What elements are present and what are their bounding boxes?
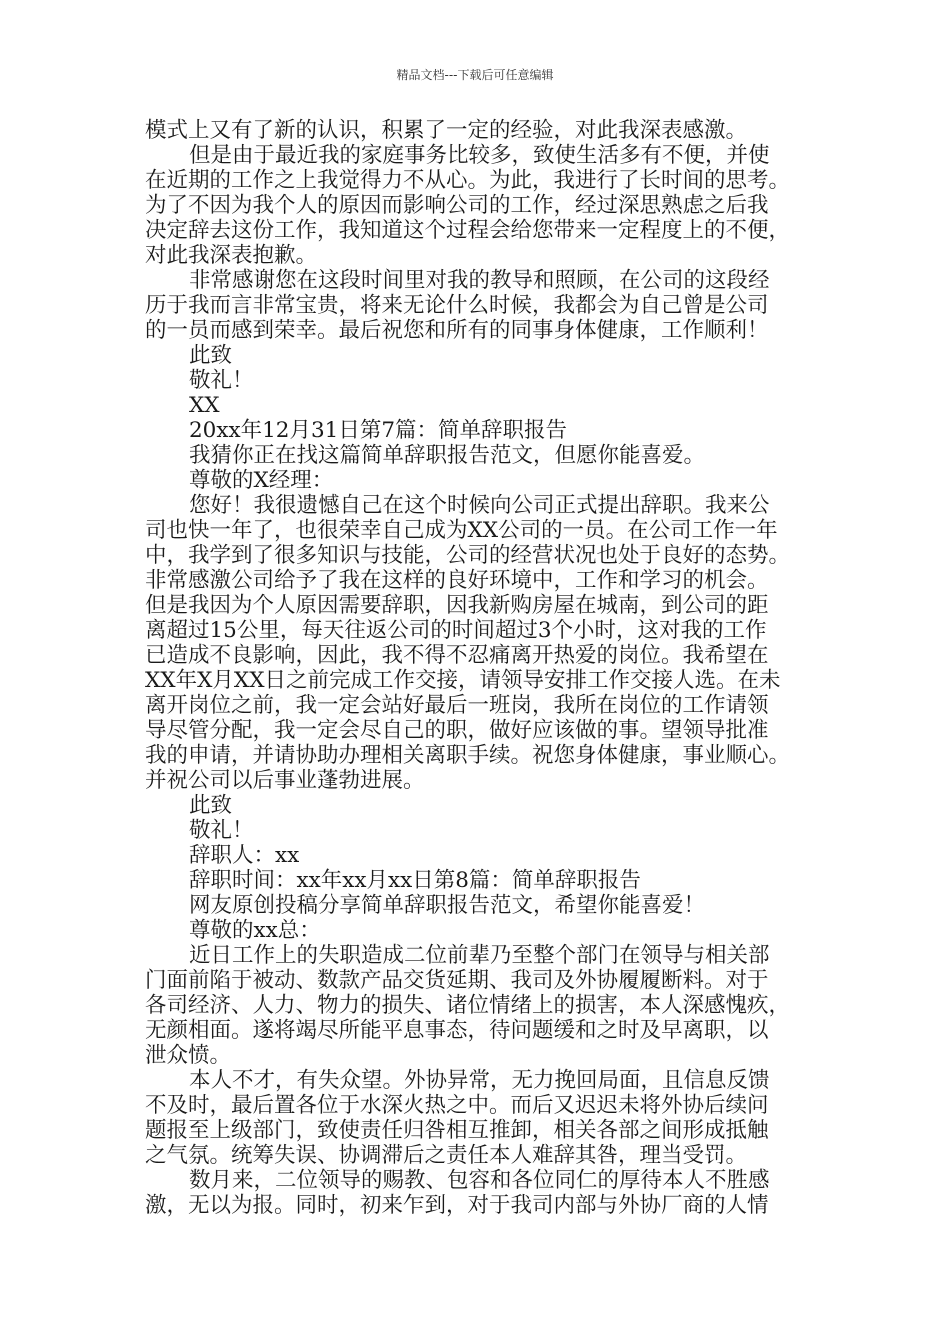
text-line: 非常感激公司给予了我在这样的良好环境中，工作和学习的机会。 bbox=[145, 568, 769, 593]
text-line: 激，无以为报。同时，初来乍到，对于我司内部与外协厂商的人情 bbox=[145, 1193, 769, 1218]
text-line: 辞职时间：xx年xx月xx日第8篇：简单辞职报告 bbox=[189, 868, 641, 893]
text-line: 各司经济、人力、物力的损失、诸位情绪上的损害，本人深感愧疚， bbox=[145, 993, 791, 1018]
text-line: 导尽管分配，我一定会尽自己的职，做好应该做的事。望领导批准 bbox=[145, 718, 769, 743]
text-line: 此致 bbox=[189, 793, 233, 818]
text-line: 门面前陷于被动、数款产品交货延期、我司及外协履履断料。对于 bbox=[145, 968, 769, 993]
text-line: 我的申请，并请协助办理相关离职手续。祝您身体健康，事业顺心。 bbox=[145, 743, 791, 768]
text-line: 辞职人：xx bbox=[189, 843, 300, 868]
text-line: 并祝公司以后事业蓬勃进展。 bbox=[145, 768, 425, 793]
text-line: 尊敬的X经理： bbox=[189, 468, 334, 493]
text-line: 但是我因为个人原因需要辞职，因我新购房屋在城南，到公司的距 bbox=[145, 593, 769, 618]
text-line: XX bbox=[189, 393, 220, 418]
text-line: 本人不才，有失众望。外协异常，无力挽回局面，且信息反馈 bbox=[189, 1068, 770, 1093]
text-line: 司也快一年了，也很荣幸自己成为XX公司的一员。在公司工作一年 bbox=[145, 518, 778, 543]
text-line: 离超过15公里，每天往返公司的时间超过3个小时，这对我的工作 bbox=[145, 618, 767, 643]
text-line: 历于我而言非常宝贵，将来无论什么时候，我都会为自己曾是公司 bbox=[145, 293, 769, 318]
text-line: 离开岗位之前，我一定会站好最后一班岗，我所在岗位的工作请领 bbox=[145, 693, 769, 718]
text-line: 在近期的工作之上我觉得力不从心。为此，我进行了长时间的思考。 bbox=[145, 168, 791, 193]
text-line: 模式上又有了新的认识，积累了一定的经验，对此我深表感激。 bbox=[145, 118, 748, 143]
text-line: 决定辞去这份工作，我知道这个过程会给您带来一定程度上的不便， bbox=[145, 218, 791, 243]
text-line: 数月来，二位领导的赐教、包容和各位同仁的厚待本人不胜感 bbox=[189, 1168, 770, 1193]
text-line: 泄众愤。 bbox=[145, 1043, 232, 1068]
text-line: XX年X月XX日之前完成工作交接，请领导安排工作交接人选。在未 bbox=[145, 668, 781, 693]
text-line: 敬礼！ bbox=[189, 818, 254, 843]
text-line: 此致 bbox=[189, 343, 233, 368]
text-line: 敬礼！ bbox=[189, 368, 254, 393]
text-line: 您好！我很遗憾自己在这个时候向公司正式提出辞职。我来公 bbox=[189, 493, 770, 518]
text-line: 但是由于最近我的家庭事务比较多，致使生活多有不便，并使 bbox=[189, 143, 770, 168]
page-header: 精品文档---下载后可任意编辑 bbox=[396, 68, 554, 82]
text-line: 为了不因为我个人的原因而影响公司的工作，经过深思熟虑之后我 bbox=[145, 193, 769, 218]
text-line: 的一员而感到荣幸。最后祝您和所有的同事身体健康，工作顺利！ bbox=[145, 318, 769, 343]
text-line: 之气氛。统筹失误、协调滞后之责任本人难辞其咎，理当受罚。 bbox=[145, 1143, 748, 1168]
text-line: 无颜相面。遂将竭尽所能平息事态，待问题缓和之时及早离职，以 bbox=[145, 1018, 769, 1043]
text-line: 对此我深表抱歉。 bbox=[145, 243, 318, 268]
text-line: 已造成不良影响，因此，我不得不忍痛离开热爱的岗位。我希望在 bbox=[145, 643, 769, 668]
text-line: 尊敬的xx总： bbox=[189, 918, 321, 943]
text-line: 近日工作上的失职造成二位前辈乃至整个部门在领导与相关部 bbox=[189, 943, 770, 968]
document-body bbox=[145, 118, 825, 1218]
text-line: 不及时，最后置各位于水深火热之中。而后又迟迟未将外协后续问 bbox=[145, 1093, 769, 1118]
text-line: 我猜你正在找这篇简单辞职报告范文，但愿你能喜爱。 bbox=[189, 443, 706, 468]
text-line: 题报至上级部门，致使责任归咎相互推卸，相关各部之间形成抵触 bbox=[145, 1118, 769, 1143]
text-line: 非常感谢您在这段时间里对我的教导和照顾，在公司的这段经 bbox=[189, 268, 770, 293]
text-line: 20xx年12月31日第7篇：简单辞职报告 bbox=[189, 418, 568, 443]
text-line: 网友原创投稿分享简单辞职报告范文，希望你能喜爱！ bbox=[189, 893, 706, 918]
text-line: 中，我学到了很多知识与技能，公司的经营状况也处于良好的态势。 bbox=[145, 543, 791, 568]
